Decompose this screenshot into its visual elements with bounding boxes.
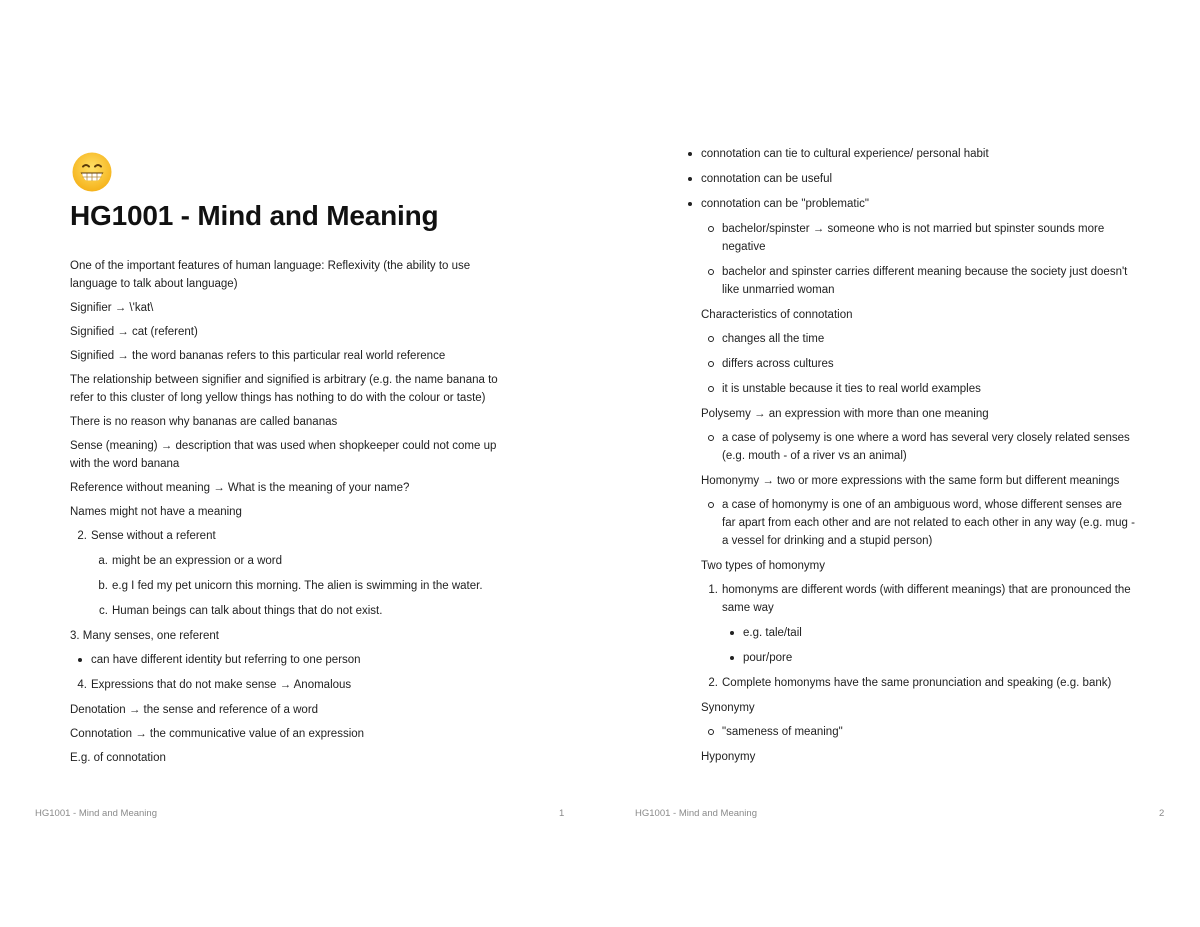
list-item xyxy=(70,676,520,694)
list-item-text: pour/pore xyxy=(743,652,793,664)
circle-bullet-icon xyxy=(708,386,714,392)
page-1-body xyxy=(70,257,520,773)
paragraph-text: Synonymy xyxy=(701,702,755,714)
paragraph-text: Characteristics of connotation xyxy=(701,309,853,321)
paragraph-text: Two types of homonymy xyxy=(701,560,825,572)
list-item xyxy=(680,581,1136,617)
list-item xyxy=(70,602,520,620)
footer-doc-title: HG1001 - Mind and Meaning xyxy=(35,808,157,819)
list-item xyxy=(680,263,1136,299)
list-item-text: differs across cultures xyxy=(722,358,834,370)
paragraph-text: Homonymy → two or more expressions with the same form but different meanings xyxy=(701,475,1120,487)
list-item-text: can have different identity but referring to one person xyxy=(91,654,361,666)
list-item xyxy=(70,651,520,669)
paragraph xyxy=(70,371,520,407)
paragraph xyxy=(70,299,520,317)
list-item xyxy=(680,723,1136,741)
paragraph xyxy=(680,557,1136,575)
paragraph xyxy=(70,749,520,767)
circle-bullet-icon xyxy=(708,226,714,232)
list-item-text: bachelor and spinster carries different meaning because the society just doesn't like unmarried woman xyxy=(722,266,1128,296)
list-item xyxy=(680,624,1136,642)
paragraph xyxy=(680,405,1136,423)
paragraph xyxy=(70,701,520,719)
circle-bullet-icon xyxy=(708,502,714,508)
list-item xyxy=(70,552,520,570)
bullet-icon xyxy=(730,656,734,660)
list-marker: 4. xyxy=(77,679,87,691)
paragraph-text: Hyponymy xyxy=(701,751,756,763)
list-marker: b. xyxy=(98,580,108,592)
list-item-text: e.g. tale/tail xyxy=(743,627,802,639)
list-item xyxy=(70,577,520,595)
list-marker: c. xyxy=(99,605,108,617)
paragraph xyxy=(70,503,520,521)
circle-bullet-icon xyxy=(708,729,714,735)
paragraph-text: Connotation → the communicative value of an expression xyxy=(70,728,365,740)
paragraph-text: Names might not have a meaning xyxy=(70,506,242,518)
list-item-text: Sense without a referent xyxy=(91,530,216,542)
list-item xyxy=(680,195,1136,213)
list-item-text: bachelor/spinster → someone who is not married but spinster sounds more negative xyxy=(722,223,1105,253)
list-item-text: it is unstable because it ties to real world examples xyxy=(722,383,981,395)
bullet-icon xyxy=(688,152,692,156)
list-marker: 1. xyxy=(708,584,718,596)
list-item-text: Complete homonyms have the same pronunciation and speaking (e.g. bank) xyxy=(722,677,1112,689)
paragraph xyxy=(70,437,520,473)
list-item-text: changes all the time xyxy=(722,333,825,345)
circle-bullet-icon xyxy=(708,336,714,342)
list-item-text: e.g I fed my pet unicorn this morning. The alien is swimming in the water. xyxy=(112,580,483,592)
paragraph xyxy=(70,257,520,293)
grinning-face-icon xyxy=(71,151,113,193)
bullet-icon xyxy=(78,658,82,662)
list-marker: 2. xyxy=(708,677,718,689)
bullet-icon xyxy=(688,202,692,206)
paragraph-text: Reference without meaning → What is the meaning of your name? xyxy=(70,482,410,494)
circle-bullet-icon xyxy=(708,361,714,367)
list-item-text: connotation can be "problematic" xyxy=(701,198,869,210)
paragraph-text: There is no reason why bananas are called bananas xyxy=(70,416,338,428)
list-item xyxy=(680,330,1136,348)
list-item-text: Expressions that do not make sense → Anomalous xyxy=(91,679,352,691)
paragraph xyxy=(70,413,520,431)
list-item-text: connotation can be useful xyxy=(701,173,833,185)
list-item xyxy=(680,170,1136,188)
paragraph xyxy=(680,748,1136,766)
paragraph-text: Signified → the word bananas refers to this particular real world reference xyxy=(70,350,446,362)
list-item-text: might be an expression or a word xyxy=(112,555,283,567)
paragraph-text: The relationship between signifier and signified is arbitrary (e.g. the name banana to refer to this cluster of long yellow things has nothing to do with the colour or taste) xyxy=(70,374,498,404)
paragraph xyxy=(70,627,520,645)
footer-doc-title: HG1001 - Mind and Meaning xyxy=(635,808,757,819)
list-item xyxy=(680,496,1136,550)
paragraph xyxy=(70,347,520,365)
paragraph-text: E.g. of connotation xyxy=(70,752,166,764)
list-item-text: a case of polysemy is one where a word has several very closely related senses (e.g. mouth - of a river vs an animal) xyxy=(722,432,1130,462)
footer-page-number: 2 xyxy=(1159,808,1165,819)
paragraph-text: Sense (meaning) → description that was used when shopkeeper could not come up with the word banana xyxy=(70,440,497,470)
paragraph-text: 3. Many senses, one referent xyxy=(70,630,219,642)
list-item-text: a case of homonymy is one of an ambiguous word, whose different senses are far apart from each other and are not related to each other in any way (e.g. mug - a vessel for drinking and a stupid person) xyxy=(722,499,1135,547)
paragraph-text: Signifier → \'kat\ xyxy=(70,302,154,314)
paragraph-text: Polysemy → an expression with more than one meaning xyxy=(701,408,989,420)
paragraph xyxy=(70,479,520,497)
bullet-icon xyxy=(688,177,692,181)
list-item xyxy=(680,380,1136,398)
circle-bullet-icon xyxy=(708,435,714,441)
list-item-text: Human beings can talk about things that do not exist. xyxy=(112,605,383,617)
paragraph-text: Signified → cat (referent) xyxy=(70,326,198,338)
paragraph xyxy=(680,472,1136,490)
list-marker: 2. xyxy=(77,530,87,542)
list-item xyxy=(680,429,1136,465)
list-item-text: connotation can tie to cultural experience/ personal habit xyxy=(701,148,989,160)
page-2-body xyxy=(680,145,1136,772)
list-item xyxy=(680,145,1136,163)
circle-bullet-icon xyxy=(708,269,714,275)
paragraph xyxy=(70,725,520,743)
footer-page-number: 1 xyxy=(559,808,565,819)
bullet-icon xyxy=(730,631,734,635)
document-title: HG1001 - Mind and Meaning xyxy=(70,200,439,231)
paragraph-text: Denotation → the sense and reference of a word xyxy=(70,704,319,716)
list-item-text: "sameness of meaning" xyxy=(722,726,843,738)
list-item xyxy=(680,355,1136,373)
paragraph-text: One of the important features of human language: Reflexivity (the ability to use language to talk about language) xyxy=(70,260,471,290)
list-item xyxy=(680,674,1136,692)
paragraph xyxy=(680,306,1136,324)
list-marker: a. xyxy=(98,555,108,567)
list-item xyxy=(70,527,520,545)
list-item xyxy=(680,649,1136,667)
list-item-text: homonyms are different words (with different meanings) that are pronounced the same way xyxy=(722,584,1131,614)
list-item xyxy=(680,220,1136,256)
paragraph xyxy=(70,323,520,341)
paragraph xyxy=(680,699,1136,717)
